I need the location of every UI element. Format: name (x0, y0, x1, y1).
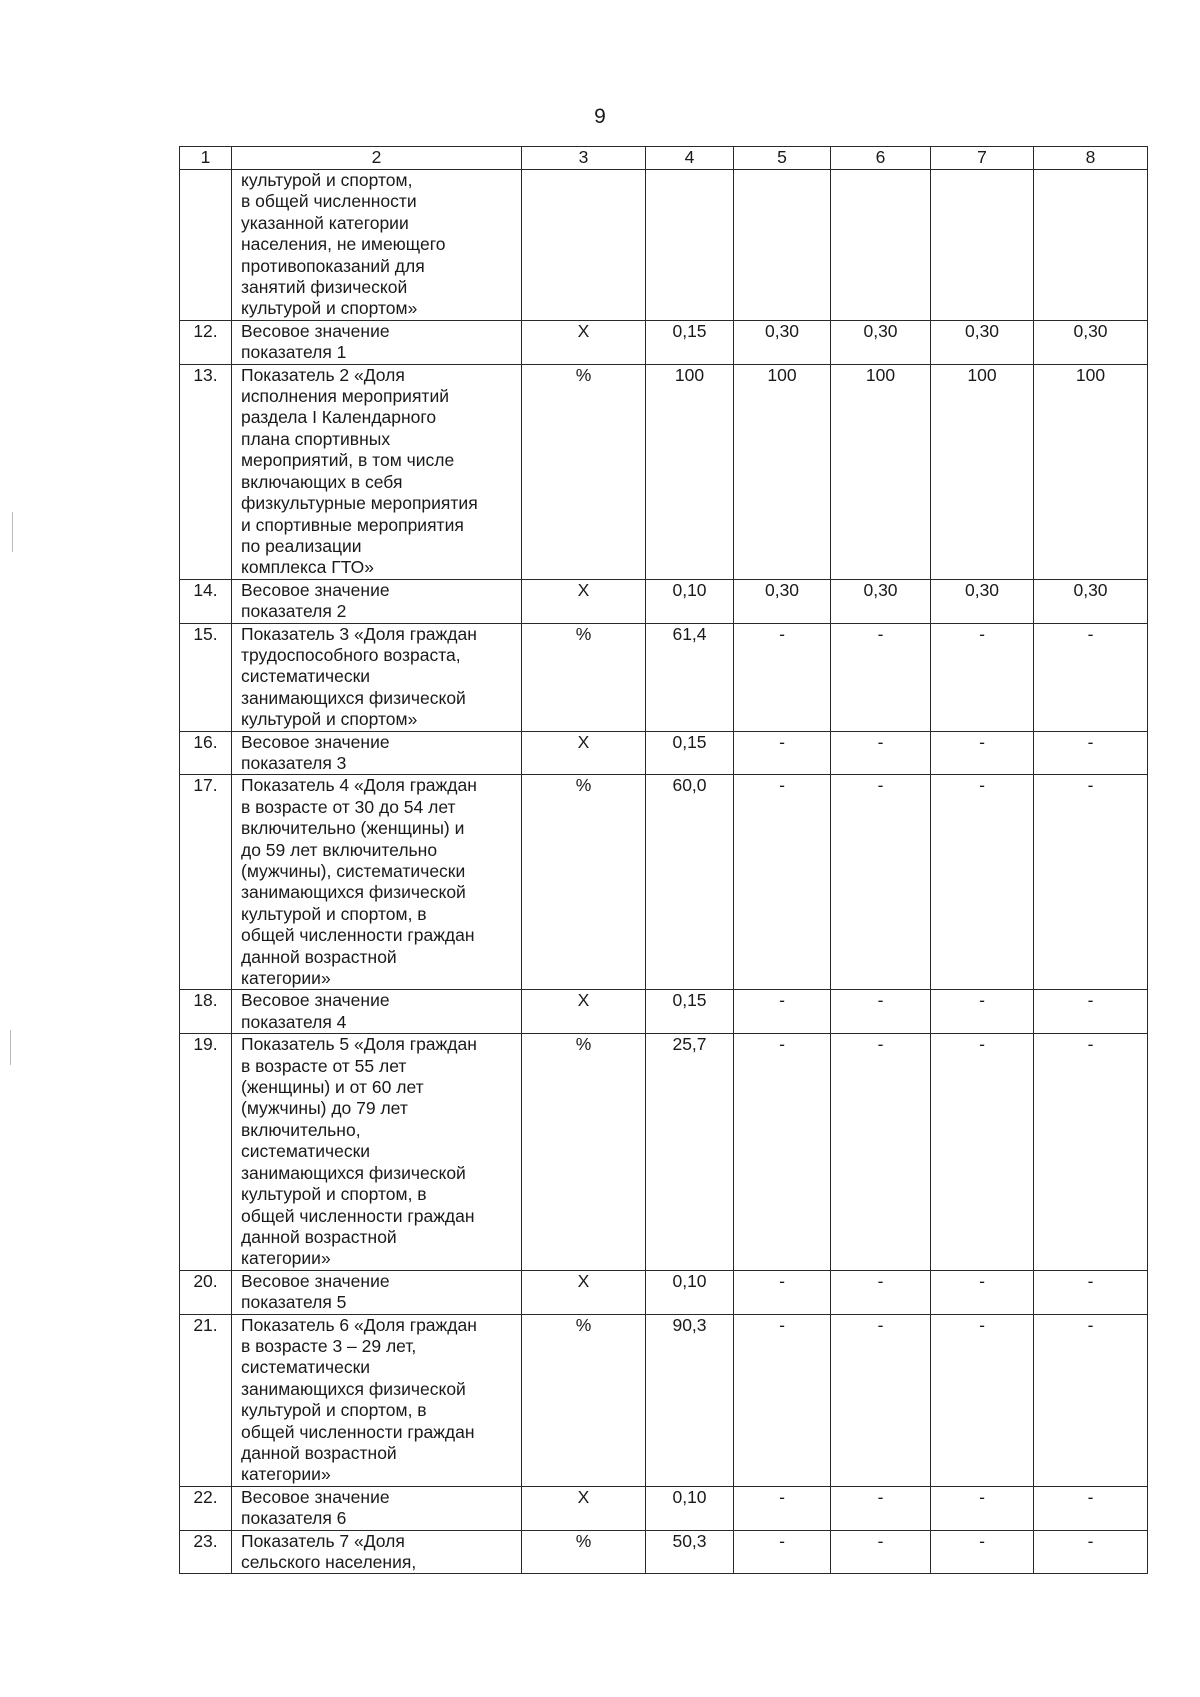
value-cell-8: 100 (1034, 364, 1148, 579)
indicator-description (232, 731, 522, 775)
unit-cell: % (522, 1314, 646, 1486)
value-cell-7: - (931, 1530, 1034, 1574)
value-cell-4: 90,3 (646, 1314, 734, 1486)
unit-cell (522, 170, 646, 321)
description-line: населения, не имеющего (241, 234, 446, 255)
row-number: 13. (180, 364, 232, 579)
row-number: 23. (180, 1530, 232, 1574)
description-line: трудоспособного возраста, (241, 644, 461, 665)
indicator-description (232, 1314, 522, 1486)
indicator-description (232, 1270, 522, 1314)
table-row (180, 1034, 1148, 1270)
description-line: включительно (женщины) и (241, 818, 465, 839)
value-cell-8: - (1034, 775, 1148, 990)
unit-cell: % (522, 1530, 646, 1574)
value-cell-5: 0,30 (734, 320, 831, 364)
description-line: занимающихся физической (241, 1378, 466, 1399)
indicator-description (232, 990, 522, 1034)
indicator-description (232, 1486, 522, 1530)
description-line: включающих в себя (241, 471, 403, 492)
value-cell-5: - (734, 1314, 831, 1486)
value-cell-8: - (1034, 1486, 1148, 1530)
page-number: 9 (594, 105, 606, 128)
description-line: включительно, (241, 1119, 361, 1140)
row-number: 19. (180, 1034, 232, 1270)
value-cell-7: - (931, 1270, 1034, 1314)
description-line: Весовое значение (241, 990, 390, 1011)
description-line: общей численности граждан (241, 1421, 475, 1442)
description-line: Показатель 7 «Доля (241, 1530, 405, 1551)
description-line: данной возрастной (241, 1442, 397, 1463)
description-line: Весовое значение (241, 579, 390, 600)
description-line: культурой и спортом, (241, 170, 413, 190)
description-line: Показатель 2 «Доля (241, 364, 405, 385)
indicator-description (232, 775, 522, 990)
value-cell-5: - (734, 990, 831, 1034)
indicator-description (232, 1530, 522, 1574)
description-line: категории» (241, 1464, 331, 1485)
value-cell-5: - (734, 623, 831, 731)
description-line: (мужчины), систематически (241, 861, 466, 881)
table-row (180, 731, 1148, 775)
table-row (180, 1270, 1148, 1314)
column-header: 1 (180, 147, 232, 170)
description-line: по реализации (241, 535, 362, 556)
column-header: 4 (646, 147, 734, 170)
indicator-description (232, 170, 522, 321)
unit-cell: % (522, 364, 646, 579)
description-line: культурой и спортом» (241, 709, 418, 730)
value-cell-7 (931, 170, 1034, 321)
value-cell-4: 0,10 (646, 1486, 734, 1530)
description-line: в возрасте от 55 лет (241, 1055, 407, 1076)
value-cell-7: - (931, 990, 1034, 1034)
unit-cell: % (522, 775, 646, 990)
value-cell-4: 0,10 (646, 579, 734, 623)
description-line: систематически (241, 1141, 371, 1162)
value-cell-6: - (831, 1314, 931, 1486)
row-number: 21. (180, 1314, 232, 1486)
value-cell-5: 0,30 (734, 579, 831, 623)
description-line: культурой и спортом, в (241, 903, 427, 924)
description-line: Весовое значение (241, 320, 390, 341)
value-cell-8: - (1034, 731, 1148, 775)
indicator-description (232, 579, 522, 623)
value-cell-4: 0,15 (646, 731, 734, 775)
description-line: Показатель 3 «Доля граждан (241, 623, 477, 644)
description-line: систематически (241, 1357, 371, 1378)
table-row (180, 1486, 1148, 1530)
value-cell-4: 0,15 (646, 990, 734, 1034)
table-row (180, 1530, 1148, 1574)
description-line: физкультурные мероприятия (241, 493, 478, 514)
header-row (180, 147, 1148, 170)
value-cell-7: - (931, 731, 1034, 775)
description-line: и спортивные мероприятия (241, 514, 464, 535)
description-line: Весовое значение (241, 1486, 390, 1507)
table-row (180, 320, 1148, 364)
unit-cell: X (522, 320, 646, 364)
value-cell-5: - (734, 1530, 831, 1574)
row-number: 14. (180, 579, 232, 623)
row-number: 20. (180, 1270, 232, 1314)
value-cell-6: - (831, 1270, 931, 1314)
unit-cell: X (522, 1486, 646, 1530)
value-cell-7: - (931, 623, 1034, 731)
value-cell-5 (734, 170, 831, 321)
value-cell-4: 50,3 (646, 1530, 734, 1574)
description-line: культурой и спортом, в (241, 1184, 427, 1205)
table-row (180, 775, 1148, 990)
value-cell-5: - (734, 1034, 831, 1270)
indicator-description (232, 623, 522, 731)
value-cell-6: - (831, 1034, 931, 1270)
column-header: 6 (831, 147, 931, 170)
value-cell-6: 0,30 (831, 320, 931, 364)
description-line: занятий физической (241, 277, 408, 298)
indicator-description (232, 1034, 522, 1270)
description-line: плана спортивных (241, 428, 391, 449)
column-header: 7 (931, 147, 1034, 170)
description-line: раздела I Календарного (241, 407, 437, 428)
description-line: Весовое значение (241, 1270, 390, 1291)
value-cell-6: - (831, 731, 931, 775)
description-line: общей численности граждан (241, 1205, 475, 1226)
description-line: показателя 1 (241, 342, 347, 363)
column-header: 2 (232, 147, 522, 170)
description-line: Показатель 4 «Доля граждан (241, 775, 477, 796)
unit-cell: % (522, 623, 646, 731)
value-cell-5: - (734, 775, 831, 990)
description-line: данной возрастной (241, 1226, 397, 1247)
description-line: (мужчины) до 79 лет (241, 1098, 408, 1119)
value-cell-4: 100 (646, 364, 734, 579)
row-number: 12. (180, 320, 232, 364)
table-row (180, 623, 1148, 731)
value-cell-6: - (831, 623, 931, 731)
indicator-description (232, 320, 522, 364)
value-cell-8: 0,30 (1034, 320, 1148, 364)
row-number: 16. (180, 731, 232, 775)
description-line: показателя 4 (241, 1011, 347, 1032)
description-line: в возрасте 3 – 29 лет, (241, 1335, 417, 1356)
value-cell-8: 0,30 (1034, 579, 1148, 623)
row-number: 18. (180, 990, 232, 1034)
indicator-description (232, 364, 522, 579)
indicators-table (179, 146, 1148, 1574)
description-line: систематически (241, 666, 371, 687)
value-cell-8: - (1034, 623, 1148, 731)
table-row (180, 990, 1148, 1034)
description-line: категории» (241, 1248, 331, 1269)
value-cell-5: - (734, 1270, 831, 1314)
value-cell-7: - (931, 1486, 1034, 1530)
row-number: 22. (180, 1486, 232, 1530)
table-body (180, 147, 1148, 1574)
description-line: занимающихся физической (241, 882, 466, 903)
value-cell-4 (646, 170, 734, 321)
value-cell-7: 0,30 (931, 320, 1034, 364)
value-cell-7: - (931, 1314, 1034, 1486)
value-cell-8: - (1034, 990, 1148, 1034)
value-cell-6: - (831, 1530, 931, 1574)
value-cell-5: 100 (734, 364, 831, 579)
value-cell-8 (1034, 170, 1148, 321)
value-cell-7: 0,30 (931, 579, 1034, 623)
value-cell-8: - (1034, 1314, 1148, 1486)
value-cell-4: 25,7 (646, 1034, 734, 1270)
description-line: показателя 6 (241, 1508, 347, 1529)
value-cell-7: - (931, 1034, 1034, 1270)
description-line: до 59 лет включительно (241, 839, 438, 860)
value-cell-6: - (831, 1486, 931, 1530)
unit-cell: X (522, 990, 646, 1034)
description-line: общей численности граждан (241, 925, 475, 946)
description-line: противопоказаний для (241, 255, 425, 276)
description-line: Показатель 5 «Доля граждан (241, 1034, 477, 1055)
description-line: сельского населения, (241, 1552, 417, 1572)
description-line: указанной категории (241, 212, 409, 233)
description-line: (женщины) и от 60 лет (241, 1077, 424, 1098)
scan-speck (10, 1030, 11, 1065)
description-line: в общей численности (241, 191, 417, 212)
table-row (180, 1314, 1148, 1486)
description-line: Весовое значение (241, 731, 390, 752)
description-line: исполнения мероприятий (241, 386, 449, 407)
unit-cell: X (522, 579, 646, 623)
table-row (180, 170, 1148, 321)
row-number: 17. (180, 775, 232, 990)
unit-cell: X (522, 1270, 646, 1314)
value-cell-8: - (1034, 1530, 1148, 1574)
description-line: данной возрастной (241, 946, 397, 967)
description-line: занимающихся физической (241, 687, 466, 708)
description-line: показателя 3 (241, 752, 347, 773)
value-cell-6: - (831, 775, 931, 990)
value-cell-8: - (1034, 1034, 1148, 1270)
value-cell-7: 100 (931, 364, 1034, 579)
description-line: показателя 2 (241, 601, 347, 622)
scan-speck (12, 512, 13, 552)
table-row (180, 579, 1148, 623)
description-line: культурой и спортом» (241, 298, 418, 319)
description-line: показателя 5 (241, 1292, 347, 1313)
row-number: 15. (180, 623, 232, 731)
value-cell-4: 0,10 (646, 1270, 734, 1314)
description-line: Показатель 6 «Доля граждан (241, 1314, 477, 1335)
description-line: категории» (241, 968, 331, 989)
value-cell-5: - (734, 731, 831, 775)
table-row (180, 364, 1148, 579)
description-line: комплекса ГТО» (241, 557, 374, 578)
value-cell-4: 0,15 (646, 320, 734, 364)
description-line: в возрасте от 30 до 54 лет (241, 796, 456, 817)
value-cell-5: - (734, 1486, 831, 1530)
column-header: 5 (734, 147, 831, 170)
column-header: 3 (522, 147, 646, 170)
value-cell-6: - (831, 990, 931, 1034)
row-number (180, 170, 232, 321)
value-cell-4: 60,0 (646, 775, 734, 990)
value-cell-6: 100 (831, 364, 931, 579)
value-cell-7: - (931, 775, 1034, 990)
unit-cell: X (522, 731, 646, 775)
description-line: занимающихся физической (241, 1162, 466, 1183)
value-cell-4: 61,4 (646, 623, 734, 731)
value-cell-6 (831, 170, 931, 321)
value-cell-6: 0,30 (831, 579, 931, 623)
value-cell-8: - (1034, 1270, 1148, 1314)
description-line: культурой и спортом, в (241, 1400, 427, 1421)
description-line: мероприятий, в том числе (241, 450, 455, 471)
column-header: 8 (1034, 147, 1148, 170)
unit-cell: % (522, 1034, 646, 1270)
